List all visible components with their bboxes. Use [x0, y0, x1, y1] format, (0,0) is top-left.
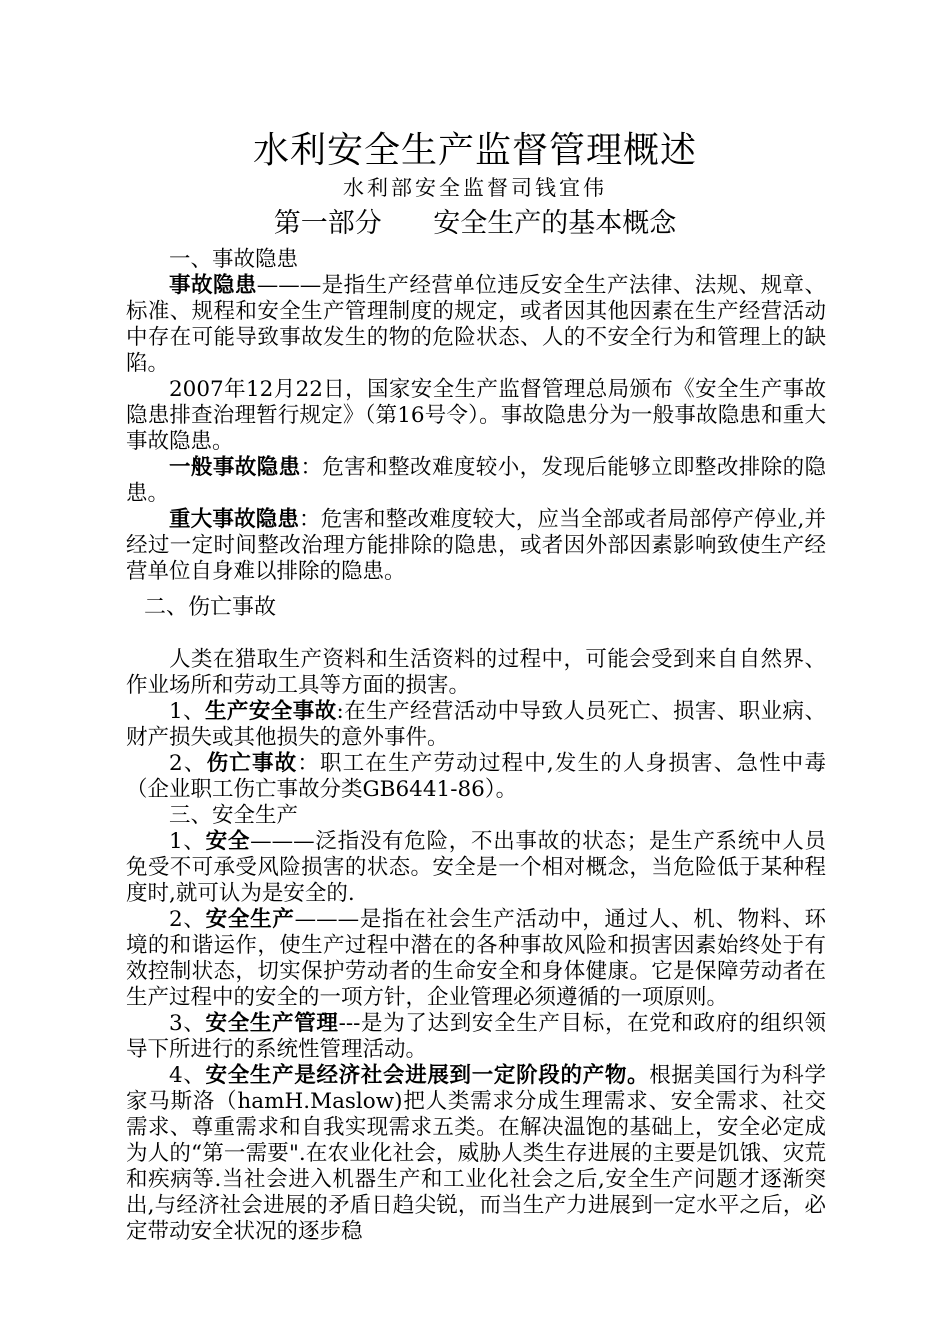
part-heading: 第一部分 安全生产的基本概念: [273, 208, 677, 239]
paragraph: [126, 751, 826, 803]
paragraph: [126, 455, 826, 507]
term: 生产安全事故: [205, 699, 337, 724]
paragraph: [126, 1011, 826, 1063]
term: 一般事故隐患: [169, 455, 301, 480]
term: 重大事故隐患: [169, 507, 300, 532]
term: 安全: [205, 829, 251, 854]
term: 安全生产是经济社会进展到一定阶段的产物。: [205, 1063, 650, 1088]
paragraph: [126, 1063, 826, 1245]
item-number: 2、: [169, 907, 206, 932]
paragraph-text: 根据美国行为科学家马斯洛（hamH.Maslow)把人类需求分成生理需求、安全需求、社交需求、尊重需求和自我实现需求五类。在解决温饱的基础上，安全必定成为人的“第一需要".在农业化社会，威胁人类生存进展的主要是饥饿、灾荒和疾病等.当社会进入机器生产和工业化社会之后,安全生产问题才逐渐突出,与经济社会进展的矛盾日趋尖锐，而当生产力进展到一定水平之后，必定带动安全状况的逐步稳: [126, 1063, 826, 1244]
author-line: 水利部安全监督司钱宜伟: [343, 176, 607, 200]
item-number: 4、: [169, 1063, 206, 1088]
section-heading-hazard: 一、事故隐患: [169, 247, 299, 272]
paragraph: [126, 507, 826, 585]
paragraph: [126, 273, 826, 377]
paragraph: 2007年12月22日，国家安全生产监督管理总局颁布《安全生产事故隐患排查治理暂行规定》（第16号令）。事故隐患分为一般事故隐患和重大事故隐患。: [126, 377, 826, 454]
paragraph: [126, 907, 826, 1011]
section-heading-safety: 三、安全生产: [169, 803, 299, 828]
section-heading-casualty: 二、伤亡事故: [144, 595, 277, 620]
item-number: 1、: [169, 699, 206, 724]
item-number: 3、: [169, 1011, 206, 1036]
document-body: [126, 247, 826, 1245]
paragraph-text: ：危害和整改难度较小，发现后能够立即整改排除的隐患。: [126, 455, 826, 506]
paragraph-text: ：职工在生产劳动过程中,发生的人身损害、急性中毒（企业职工伤亡事故分类GB6441-86）。: [126, 751, 826, 802]
paragraph: [126, 829, 826, 907]
paragraph: 人类在猎取生产资料和生活资料的过程中，可能会受到来自自然界、作业场所和劳动工具等方面的损害。: [126, 647, 826, 698]
term: 事故隐患: [169, 273, 257, 298]
item-number: 2、: [169, 751, 207, 776]
paragraph: [126, 699, 826, 751]
term: 安全生产管理: [205, 1011, 339, 1036]
paragraph-text: ———是指在社会生产活动中，通过人、机、物料、环境的和谐运作，使生产过程中潜在的各种事故风险和损害因素始终处于有效控制状态，切实保护劳动者的生命安全和身体健康。它是保障劳动者在生产过程中的安全的一项方针，企业管理必须遵循的一项原则。: [126, 907, 826, 1010]
term: 伤亡事故: [206, 751, 298, 776]
term: 安全生产: [205, 907, 295, 932]
paragraph-text: ---是为了达到安全生产目标，在党和政府的组织领导下所进行的系统性管理活动。: [126, 1011, 826, 1062]
document-title: 水利安全生产监督管理概述: [252, 130, 697, 171]
paragraph-text: ：危害和整改难度较大，应当全部或者局部停产停业,并经过一定时间整改治理方能排除的隐患，或者因外部因素影响致使生产经营单位自身难以排除的隐患。: [126, 507, 826, 584]
item-number: 1、: [169, 829, 206, 854]
paragraph-text: ———泛指没有危险，不出事故的状态；是生产系统中人员免受不可承受风险损害的状态。安全是一个相对概念，当危险低于某种程度时,就可认为是安全的.: [126, 829, 826, 906]
paragraph-text: ———是指生产经营单位违反安全生产法律、法规、规章、标准、规程和安全生产管理制度的规定，或者因其他因素在生产经营活动中存在可能导致事故发生的物的危险状态、人的不安全行为和管理上的缺陷。: [126, 273, 826, 376]
paragraph-text: :在生产经营活动中导致人员死亡、损害、职业病、财产损失或其他损失的意外事件。: [126, 699, 826, 750]
